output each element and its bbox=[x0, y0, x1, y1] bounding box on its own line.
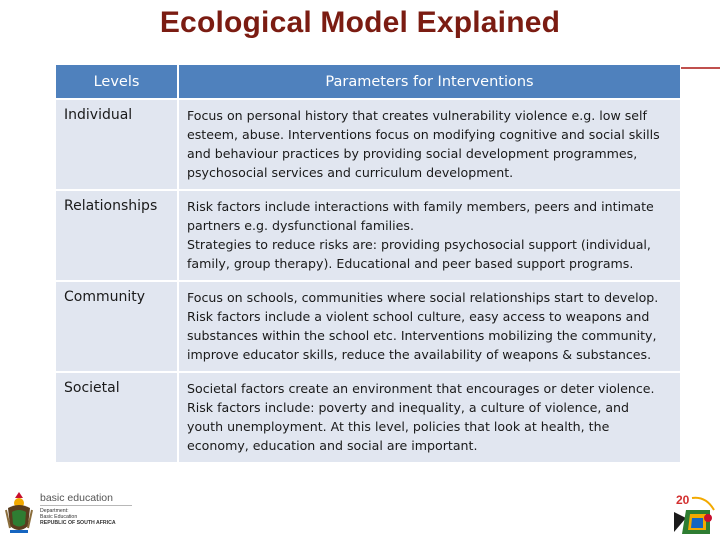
org-name: basic education bbox=[40, 492, 113, 504]
anniversary-logo bbox=[670, 488, 718, 538]
org-sub-line: Basic Education bbox=[40, 514, 78, 520]
parameter-line: Focus on schools, communities where social relationships start to develop. bbox=[187, 290, 659, 305]
parameter-line: and behaviour practices by providing social development programmes, bbox=[187, 146, 638, 161]
parameter-line: Risk factors include a violent school culture, easy access to weapons and bbox=[187, 309, 650, 324]
table-header-row bbox=[56, 65, 680, 98]
parameters-cell bbox=[179, 282, 680, 371]
table-row bbox=[56, 100, 680, 189]
parameter-line: Risk factors include: poverty and inequality, a culture of violence, and bbox=[187, 400, 630, 415]
parameter-line: partners e.g. dysfunctional families. bbox=[187, 218, 414, 233]
table-row bbox=[56, 373, 680, 462]
parameter-line: Strategies to reduce risks are: providing psychosocial support (individual, bbox=[187, 237, 651, 252]
table-row bbox=[56, 282, 680, 371]
header-levels: Levels bbox=[56, 65, 179, 98]
org-sub-line: Department: bbox=[40, 508, 69, 514]
header-parameters: Parameters for Interventions bbox=[179, 65, 680, 98]
parameters-cell bbox=[179, 373, 680, 462]
divider bbox=[40, 505, 132, 506]
slide-title: Ecological Model Explained bbox=[159, 6, 561, 39]
logo-number: 20 bbox=[676, 493, 690, 507]
accent-rule bbox=[681, 67, 720, 69]
level-cell: Individual bbox=[56, 100, 179, 189]
parameter-line: esteem, abuse. Interventions focus on modifying cognitive and social skills bbox=[187, 127, 660, 142]
parameters-cell bbox=[179, 100, 680, 189]
parameter-line: improve educator skills, reduce the availability of weapons & substances. bbox=[187, 347, 652, 362]
org-sub-line: REPUBLIC OF SOUTH AFRICA bbox=[40, 520, 116, 526]
parameter-line: psychosocial services and curriculum development. bbox=[187, 165, 514, 180]
level-cell: Relationships bbox=[56, 191, 179, 280]
interventions-table bbox=[56, 63, 680, 464]
parameter-line: substances within the school etc. Interventions mobilizing the community, bbox=[187, 328, 657, 343]
level-cell: Societal bbox=[56, 373, 179, 462]
parameter-line: Risk factors include interactions with family members, peers and intimate bbox=[187, 199, 654, 214]
20-years-freedom-logo-icon bbox=[670, 488, 718, 538]
parameter-line: Societal factors create an environment that encourages or deter violence. bbox=[187, 381, 655, 396]
parameter-line: Focus on personal history that creates vulnerability violence e.g. low self bbox=[187, 108, 647, 123]
parameters-cell bbox=[179, 191, 680, 280]
coat-of-arms-icon bbox=[2, 490, 36, 536]
parameter-line: family, group therapy). Educational and peer based support programs. bbox=[187, 256, 634, 271]
level-cell: Community bbox=[56, 282, 179, 371]
parameter-line: youth unemployment. At this level, policies that look at health, the bbox=[187, 419, 610, 434]
parameter-line: economy, education and social are important. bbox=[187, 438, 478, 453]
table-row bbox=[56, 191, 680, 280]
basic-education-logo bbox=[2, 490, 132, 536]
